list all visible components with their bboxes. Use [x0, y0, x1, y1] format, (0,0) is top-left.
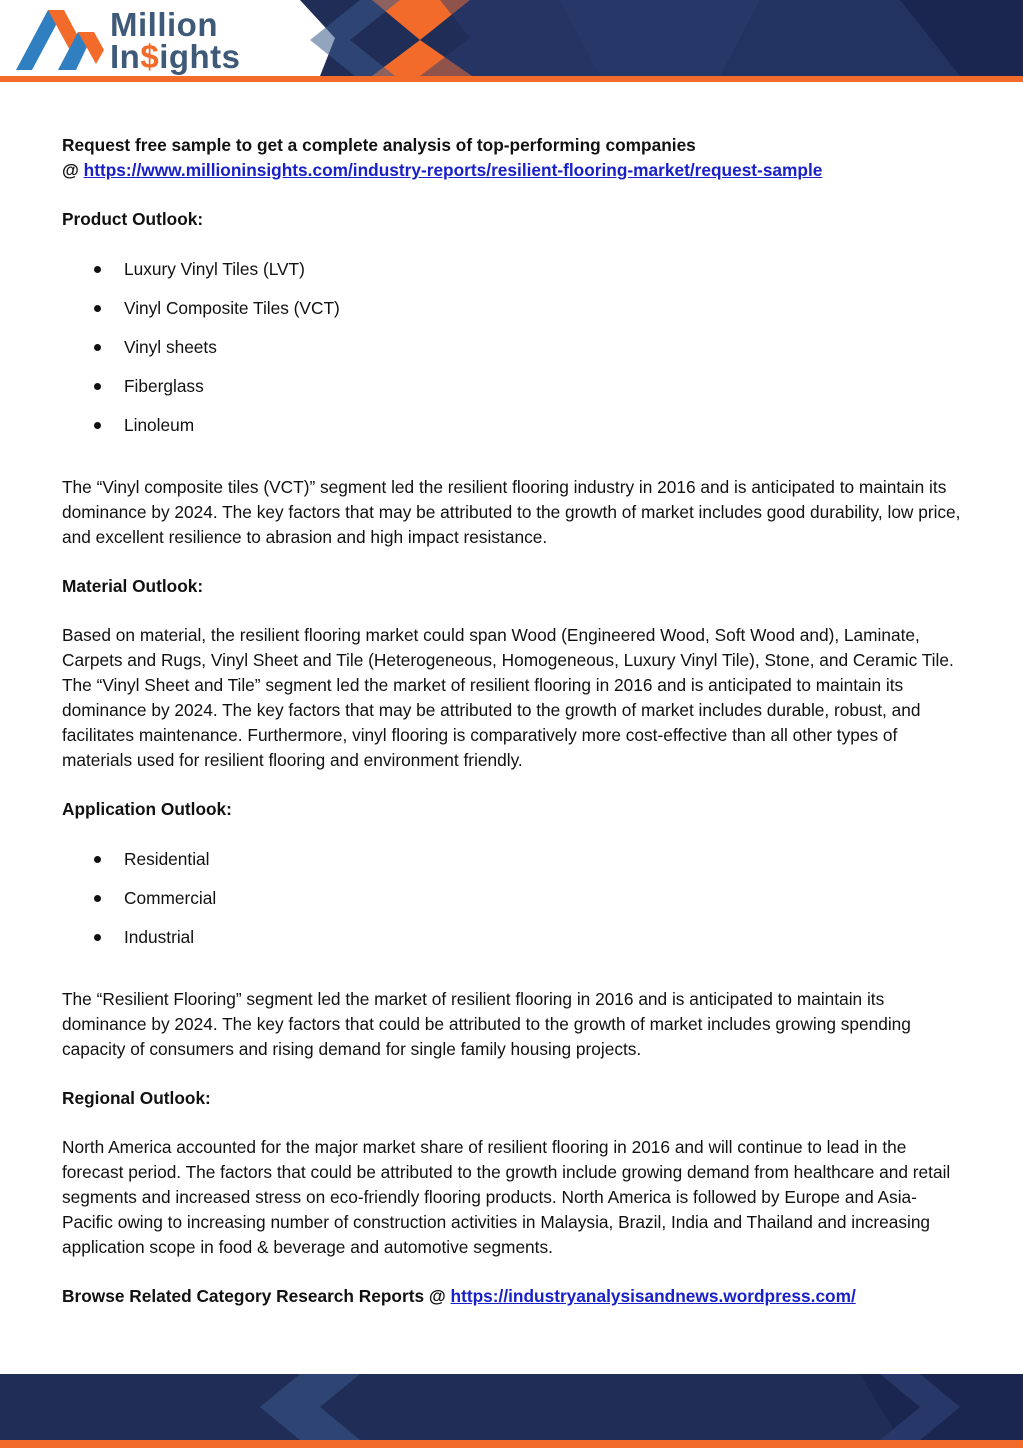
- list-item: Vinyl Composite Tiles (VCT): [62, 296, 962, 335]
- product-paragraph: The “Vinyl composite tiles (VCT)” segment led the resilient flooring industry in 2016 and is anticipated to maintain its dominance by 2024. The key factors that may be attributed to the growth of market includes good durability, low price, and excellent resilience to abrasion and high impact resistance.: [62, 477, 961, 547]
- browse-line: Browse Related Category Research Reports @ https://industryanalysisandnews.wordpress.com/: [62, 1286, 856, 1306]
- list-item: Commercial: [62, 886, 962, 925]
- regional-outlook-heading: Regional Outlook:: [62, 1088, 211, 1108]
- material-outlook-heading: Material Outlook:: [62, 576, 204, 596]
- logo-mark-icon: [14, 6, 106, 72]
- list-item: Luxury Vinyl Tiles (LVT): [62, 257, 962, 296]
- list-item: Residential: [62, 847, 962, 886]
- footer-orange-line: [0, 1440, 1023, 1448]
- header-orange-line: [0, 76, 1023, 82]
- intro-line: Request free sample to get a complete analysis of top-performing companies: [62, 135, 696, 155]
- list-item: Linoleum: [62, 413, 962, 452]
- document-body: [62, 133, 962, 1309]
- application-outlook-heading: Application Outlook:: [62, 799, 232, 819]
- footer-banner: [0, 1374, 1023, 1448]
- request-sample-link[interactable]: https://www.millioninsights.com/industry-reports/resilient-flooring-market/request-sample: [83, 160, 823, 180]
- million-insights-logo: [14, 6, 254, 74]
- product-list: [62, 257, 962, 452]
- product-outlook-heading: Product Outlook:: [62, 209, 204, 229]
- list-item: Fiberglass: [62, 374, 962, 413]
- application-paragraph: The “Resilient Flooring” segment led the market of resilient flooring in 2016 and is anticipated to maintain its dominance by 2024. The key factors that could be attributed to the growth of market includes growing spending capacity of consumers and rising demand for single family housing projects.: [62, 989, 911, 1059]
- related-reports-link[interactable]: https://industryanalysisandnews.wordpress.com/: [450, 1286, 856, 1306]
- logo-text-million: Million: [110, 6, 218, 43]
- header-banner: [0, 0, 1023, 84]
- intro-link-line: @ https://www.millioninsights.com/industry-reports/resilient-flooring-market/request-sample: [62, 160, 823, 180]
- list-item: Vinyl sheets: [62, 335, 962, 374]
- list-item: Industrial: [62, 925, 962, 964]
- footer-graphic: [0, 1374, 1023, 1448]
- regional-paragraph: North America accounted for the major market share of resilient flooring in 2016 and will continue to lead in the forecast period. The factors that could be attributed to the growth include growing demand from healthcare and retail segments and increased stress on eco-friendly flooring products. North America is followed by Europe and Asia-Pacific owing to increasing number of construction activities in Malaysia, Brazil, India and Thailand and increasing application scope in food & beverage and automotive segments.: [62, 1137, 951, 1257]
- logo-text-insights: In$ights: [110, 38, 241, 75]
- application-list: [62, 847, 962, 964]
- material-paragraph: Based on material, the resilient flooring market could span Wood (Engineered Wood, Soft Wood and), Laminate, Carpets and Rugs, Vinyl Sheet and Tile (Heterogeneous, Homogeneous, Luxury Vinyl Tile), Stone, and Ceramic Tile. The “Vinyl Sheet and Tile” segment led the market of resilient flooring in 2016 and is anticipated to maintain its dominance by 2024. The key factors that may be attributed to the growth of market includes durable, robust, and facilitates maintenance. Furthermore, vinyl flooring is comparatively more cost-effective than all other types of materials used for resilient flooring and environment friendly.: [62, 625, 954, 770]
